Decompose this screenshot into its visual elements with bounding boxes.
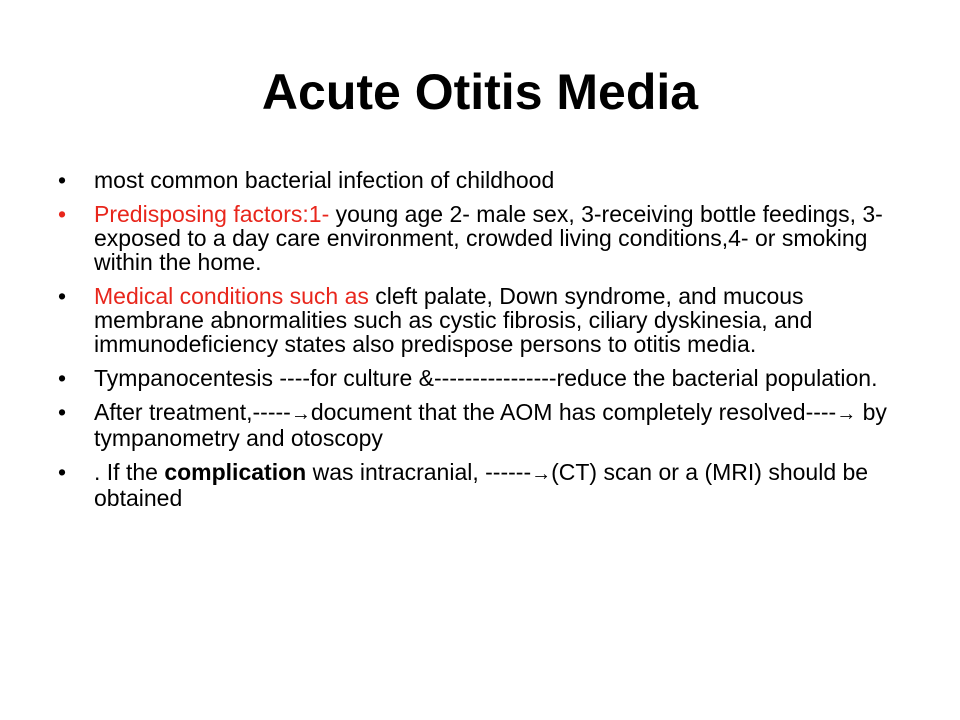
bullet-item-3 [58, 284, 898, 356]
bullet-text: After treatment,----- [94, 399, 291, 425]
bullet-text: . If the [94, 459, 165, 485]
bullet-text: was intracranial, ------ [306, 459, 532, 485]
slide-title: Acute Otitis Media [261, 64, 699, 120]
bullet-dot: • [58, 283, 67, 309]
bullet-item-6 [58, 460, 898, 510]
bullet-text: cleft palate, Down syndrome, and mucous membrane abnormalities such as cystic fibrosis, ciliary dyskinesia, and immunodeficiency states also predispose persons to otitis media. [94, 283, 813, 357]
bullet-text: Tympanocentesis ----for culture &----------------reduce the bacterial population. [94, 365, 878, 391]
bullet-item-5 [58, 400, 898, 450]
bullet-highlight: Medical conditions such as [94, 283, 369, 309]
bullet-dot: • [58, 167, 67, 193]
bullet-text: most common bacterial infection of childhood [94, 167, 555, 193]
bullet-bold-word: complication [164, 459, 307, 485]
bullet-list [58, 168, 898, 520]
bullet-dot: • [58, 459, 67, 485]
bullet-dot: • [58, 201, 67, 227]
arrow-right-icon: → [836, 403, 857, 425]
bullet-item-2 [58, 202, 898, 274]
bullet-text: by tympanometry and otoscopy [94, 399, 887, 451]
bullet-dot: • [58, 399, 67, 425]
arrow-right-icon: → [290, 403, 311, 425]
bullet-text: document that the AOM has completely resolved---- [310, 399, 837, 425]
bullet-dot: • [58, 365, 67, 391]
bullet-item-4 [58, 366, 898, 390]
bullet-text: young age 2- male sex, 3-receiving bottle feedings, 3-exposed to a day care environment, crowded living conditions,4- or smoking within the home. [94, 201, 883, 275]
bullet-highlight: Predisposing factors:1- [94, 201, 330, 227]
bullet-item-1 [58, 168, 898, 192]
bullet-text: (CT) scan or a (MRI) should be obtained [94, 459, 869, 511]
arrow-right-icon: → [531, 463, 552, 485]
